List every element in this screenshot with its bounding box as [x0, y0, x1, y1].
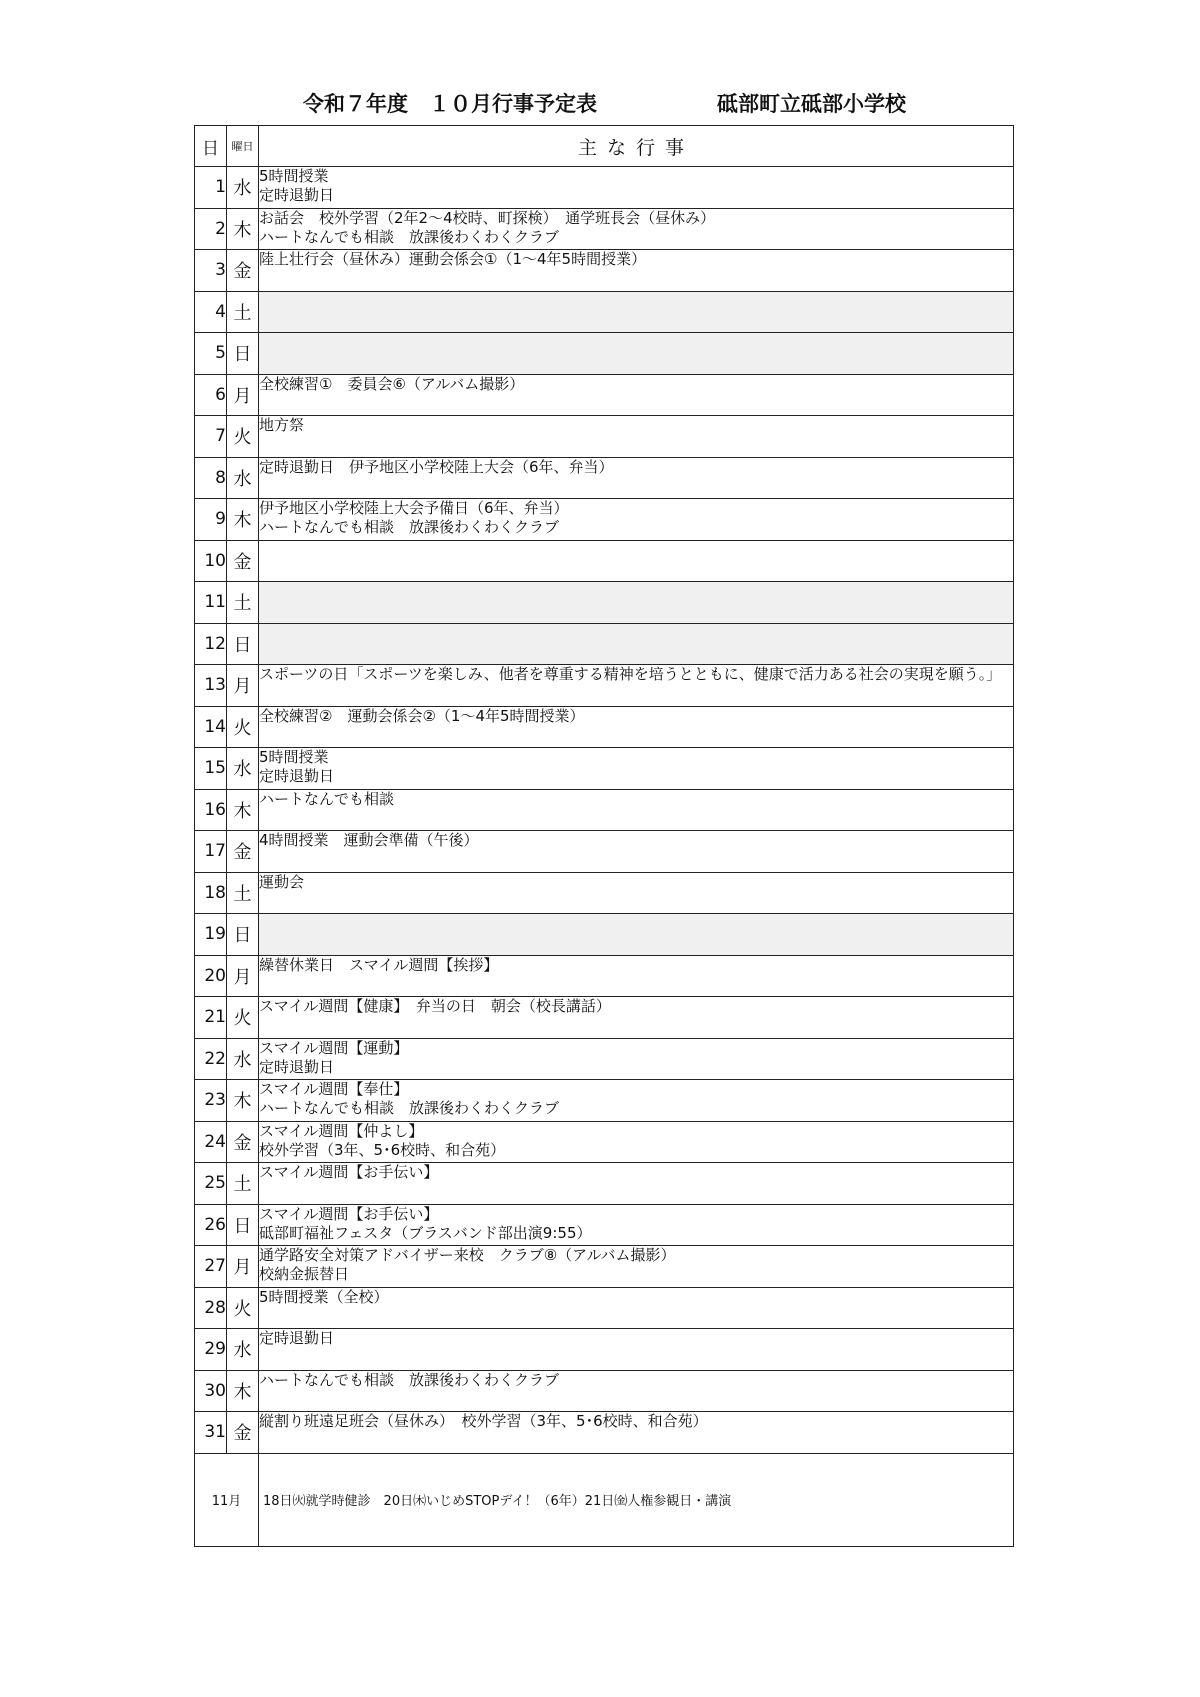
weekday-cell: 金 [227, 250, 259, 292]
table-row [195, 914, 1014, 956]
page-title [0, 88, 1200, 122]
events-cell [259, 582, 1014, 624]
events-cell: お話会 校外学習（2年2～4校時、町探検） 通学班長会（昼休み） ハートなんでも相談 放課後わくわくクラブ [259, 208, 1014, 250]
table-row [195, 831, 1014, 873]
next-month-row [195, 1453, 1014, 1546]
events-cell [259, 623, 1014, 665]
day-cell: 4 [195, 291, 227, 333]
events-cell: 全校練習② 運動会係会②（1～4年5時間授業） [259, 706, 1014, 748]
weekday-cell: 火 [227, 706, 259, 748]
day-cell: 5 [195, 333, 227, 375]
weekday-cell: 日 [227, 623, 259, 665]
table-row [195, 623, 1014, 665]
weekday-cell: 水 [227, 748, 259, 790]
events-cell: スマイル週間【仲よし】 校外学習（3年、5･6校時、和合苑） [259, 1121, 1014, 1163]
day-cell: 15 [195, 748, 227, 790]
events-cell: 4時間授業 運動会準備（午後） [259, 831, 1014, 873]
day-cell: 13 [195, 665, 227, 707]
title-school: 砥部町立砥部小学校 [717, 91, 906, 116]
table-row [195, 499, 1014, 541]
table-row [195, 1287, 1014, 1329]
table-row [195, 582, 1014, 624]
table-row [195, 1370, 1014, 1412]
day-cell: 30 [195, 1370, 227, 1412]
day-cell: 3 [195, 250, 227, 292]
events-cell: スマイル週間【奉仕】 ハートなんでも相談 放課後わくわくクラブ [259, 1080, 1014, 1122]
weekday-cell: 火 [227, 1287, 259, 1329]
table-row [195, 748, 1014, 790]
events-cell: 5時間授業 定時退勤日 [259, 748, 1014, 790]
events-cell: スマイル週間【お手伝い】 [259, 1163, 1014, 1205]
weekday-cell: 金 [227, 831, 259, 873]
table-row [195, 1246, 1014, 1288]
weekday-cell: 水 [227, 457, 259, 499]
table-row [195, 1163, 1014, 1205]
events-cell [259, 540, 1014, 582]
table-row [195, 167, 1014, 209]
weekday-cell: 火 [227, 997, 259, 1039]
weekday-cell: 木 [227, 208, 259, 250]
day-cell: 29 [195, 1329, 227, 1371]
day-cell: 21 [195, 997, 227, 1039]
title-year-month: 令和７年度 １０月行事予定表 [303, 91, 597, 116]
next-month-label: 11月 [195, 1453, 259, 1546]
day-cell: 9 [195, 499, 227, 541]
events-cell: 伊予地区小学校陸上大会予備日（6年、弁当） ハートなんでも相談 放課後わくわくクラブ [259, 499, 1014, 541]
table-row [195, 872, 1014, 914]
day-cell: 12 [195, 623, 227, 665]
day-cell: 23 [195, 1080, 227, 1122]
weekday-cell: 木 [227, 499, 259, 541]
day-cell: 18 [195, 872, 227, 914]
day-cell: 25 [195, 1163, 227, 1205]
table-row [195, 1204, 1014, 1246]
weekday-cell: 火 [227, 416, 259, 458]
day-cell: 27 [195, 1246, 227, 1288]
weekday-cell: 土 [227, 291, 259, 333]
table-row [195, 1412, 1014, 1454]
header-events: 主な行事 [259, 126, 1014, 167]
weekday-cell: 木 [227, 1080, 259, 1122]
weekday-cell: 木 [227, 1370, 259, 1412]
day-cell: 31 [195, 1412, 227, 1454]
events-cell: 5時間授業 定時退勤日 [259, 167, 1014, 209]
events-cell [259, 914, 1014, 956]
day-cell: 17 [195, 831, 227, 873]
weekday-cell: 土 [227, 872, 259, 914]
day-cell: 16 [195, 789, 227, 831]
weekday-cell: 日 [227, 1204, 259, 1246]
table-row [195, 416, 1014, 458]
events-cell: 定時退勤日 [259, 1329, 1014, 1371]
weekday-cell: 月 [227, 1246, 259, 1288]
day-cell: 26 [195, 1204, 227, 1246]
header-dow: 曜日 [227, 126, 259, 167]
weekday-cell: 水 [227, 1038, 259, 1080]
events-cell: スマイル週間【健康】 弁当の日 朝会（校長講話） [259, 997, 1014, 1039]
events-cell: 地方祭 [259, 416, 1014, 458]
events-cell: スマイル週間【お手伝い】 砥部町福祉フェスタ（ブラスバンド部出演9:55） [259, 1204, 1014, 1246]
day-cell: 10 [195, 540, 227, 582]
events-cell: 陸上壮行会（昼休み）運動会係会①（1～4年5時間授業） [259, 250, 1014, 292]
table-row [195, 706, 1014, 748]
day-cell: 22 [195, 1038, 227, 1080]
table-row [195, 1329, 1014, 1371]
table-row [195, 1080, 1014, 1122]
events-cell: 運動会 [259, 872, 1014, 914]
weekday-cell: 月 [227, 665, 259, 707]
weekday-cell: 金 [227, 1412, 259, 1454]
events-cell: 通学路安全対策アドバイザー来校 クラブ⑧（アルバム撮影） 校納金振替日 [259, 1246, 1014, 1288]
day-cell: 28 [195, 1287, 227, 1329]
day-cell: 2 [195, 208, 227, 250]
day-cell: 7 [195, 416, 227, 458]
table-row [195, 540, 1014, 582]
table-row [195, 1038, 1014, 1080]
day-cell: 19 [195, 914, 227, 956]
events-cell: スポーツの日「スポーツを楽しみ、他者を尊重する精神を培うとともに、健康で活力ある社会の実現を願う。」 [259, 665, 1014, 707]
table-row [195, 1121, 1014, 1163]
weekday-cell: 金 [227, 540, 259, 582]
day-cell: 1 [195, 167, 227, 209]
table-row [195, 291, 1014, 333]
table-row [195, 789, 1014, 831]
weekday-cell: 土 [227, 582, 259, 624]
schedule-table [194, 125, 1014, 1547]
table-row [195, 333, 1014, 375]
weekday-cell: 金 [227, 1121, 259, 1163]
weekday-cell: 月 [227, 374, 259, 416]
day-cell: 14 [195, 706, 227, 748]
day-cell: 24 [195, 1121, 227, 1163]
next-month-events: 18日㈫就学時健診 20日㈭いじめSTOPデイ！（6年）21日㈮人権参観日・講演 [259, 1453, 1014, 1546]
header-day: 日 [195, 126, 227, 167]
table-row [195, 250, 1014, 292]
weekday-cell: 土 [227, 1163, 259, 1205]
day-cell: 8 [195, 457, 227, 499]
table-row [195, 457, 1014, 499]
events-cell: 繰替休業日 スマイル週間【挨拶】 [259, 955, 1014, 997]
weekday-cell: 水 [227, 1329, 259, 1371]
events-cell: 5時間授業（全校） [259, 1287, 1014, 1329]
table-row [195, 208, 1014, 250]
weekday-cell: 月 [227, 955, 259, 997]
events-cell: ハートなんでも相談 放課後わくわくクラブ [259, 1370, 1014, 1412]
events-cell: 定時退勤日 伊予地区小学校陸上大会（6年、弁当） [259, 457, 1014, 499]
events-cell [259, 291, 1014, 333]
day-cell: 6 [195, 374, 227, 416]
table-row [195, 997, 1014, 1039]
table-row [195, 955, 1014, 997]
events-cell: ハートなんでも相談 [259, 789, 1014, 831]
weekday-cell: 水 [227, 167, 259, 209]
day-cell: 11 [195, 582, 227, 624]
table-row [195, 665, 1014, 707]
day-cell: 20 [195, 955, 227, 997]
weekday-cell: 日 [227, 914, 259, 956]
events-cell: スマイル週間【運動】 定時退勤日 [259, 1038, 1014, 1080]
table-header-row [195, 126, 1014, 167]
weekday-cell: 日 [227, 333, 259, 375]
events-cell: 全校練習① 委員会⑥（アルバム撮影） [259, 374, 1014, 416]
table-row [195, 374, 1014, 416]
events-cell: 縦割り班遠足班会（昼休み） 校外学習（3年、5･6校時、和合苑） [259, 1412, 1014, 1454]
events-cell [259, 333, 1014, 375]
weekday-cell: 木 [227, 789, 259, 831]
